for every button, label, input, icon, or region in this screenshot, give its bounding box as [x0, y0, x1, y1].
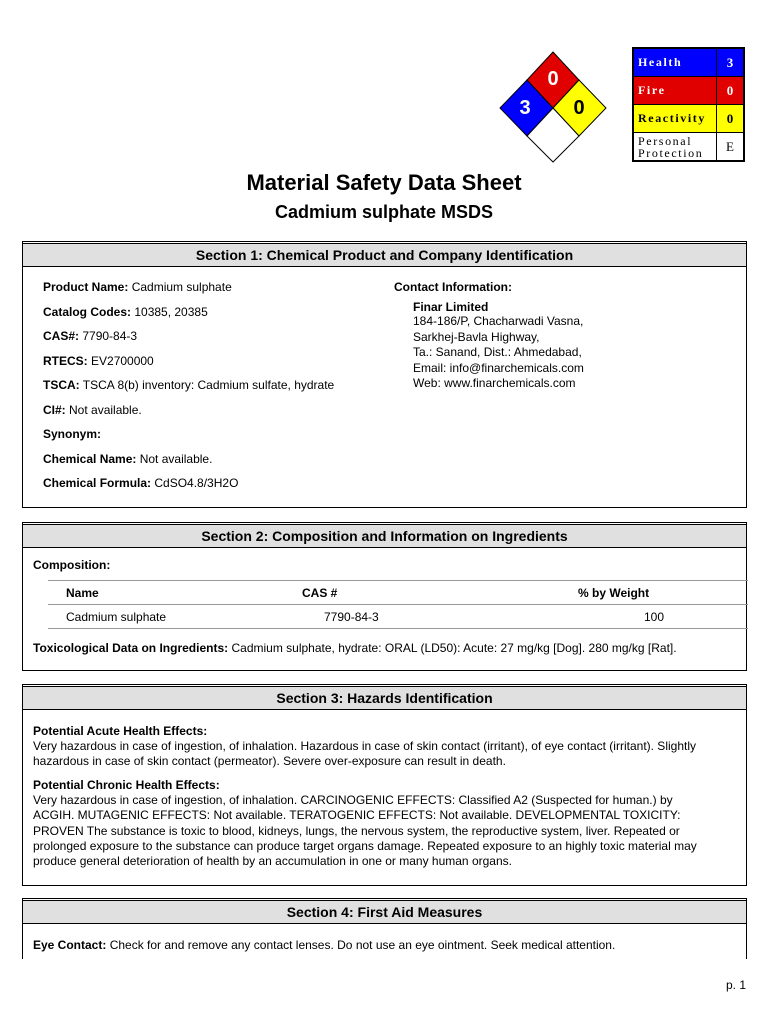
- text-line: ACGIH. MUTAGENIC EFFECTS: Not available. TERATOGENIC EFFECTS: Not available. DEVELOPMENTAL TOXICITY:: [33, 808, 681, 823]
- nfpa-diamond: [498, 50, 608, 164]
- hazard-label: Fire: [633, 77, 717, 105]
- chronic-health-effects: [33, 778, 733, 869]
- column-header: % by Weight: [560, 581, 748, 605]
- hazard-label-line2: Protection: [638, 145, 704, 160]
- field-value: Cadmium sulphate: [128, 280, 232, 294]
- text-line: prolonged exposure to the substance can produce target organs damage. Repeated exposure to an highly toxic material may: [33, 838, 697, 853]
- field-value: CdSO4.8/3H2O: [151, 476, 239, 490]
- field-value: TSCA 8(b) inventory: Cadmium sulfate, hydrate: [79, 378, 335, 392]
- text-line: produce general deterioration of health by an accumulation in one or many human organs.: [33, 854, 512, 869]
- acute-label: Potential Acute Health Effects:: [33, 724, 208, 738]
- contact-information: [394, 280, 584, 392]
- field-label: Catalog Codes:: [43, 304, 132, 319]
- nfpa-health-value: 3: [519, 97, 531, 119]
- hazard-label: [633, 133, 717, 162]
- field-synonym: [43, 427, 334, 452]
- hazard-value: 0: [717, 77, 745, 105]
- field-product-name: [43, 280, 334, 305]
- section-2: [22, 522, 747, 671]
- contact-label: Contact Information:: [394, 280, 512, 294]
- table-header-row: [48, 581, 748, 605]
- section-header: Section 4: First Aid Measures: [23, 900, 746, 924]
- contact-email: Email: info@finarchemicals.com: [413, 360, 584, 375]
- text-line: Very hazardous in case of ingestion, of inhalation. Hazardous in case of skin contact (irritant), of eye contact (irritant). Slightly: [33, 739, 696, 754]
- acute-health-effects: [33, 724, 733, 770]
- field-ci: [43, 403, 334, 428]
- field-label: CI#:: [43, 402, 66, 417]
- hazard-value: 3: [717, 48, 745, 77]
- hazard-row-health: [633, 48, 744, 77]
- field-label: Product Name:: [43, 280, 129, 294]
- field-cas: [43, 329, 334, 354]
- contact-line: 184-186/P, Chacharwadi Vasna,: [413, 314, 584, 328]
- hazard-value: E: [717, 133, 745, 162]
- hazard-row-reactivity: [633, 105, 744, 133]
- field-value: Not available.: [65, 402, 142, 417]
- section-4: [22, 898, 747, 959]
- field-rtecs: [43, 354, 334, 379]
- field-value: EV2700000: [87, 353, 154, 368]
- document-title: Material Safety Data Sheet: [246, 170, 522, 195]
- composition-label: Composition:: [33, 558, 111, 572]
- company-name: Finar Limited: [413, 300, 489, 314]
- field-value: Not available.: [136, 451, 213, 466]
- table-row: [48, 605, 748, 629]
- field-value: 7790-84-3: [79, 329, 138, 343]
- hazard-label: Reactivity: [633, 105, 717, 133]
- table-cell: 100: [560, 605, 748, 629]
- document-subtitle: Cadmium sulphate MSDS: [274, 202, 494, 222]
- text-line: Very hazardous in case of ingestion, of inhalation. CARCINOGENIC EFFECTS: Classified A2 (Suspected for human.) by: [33, 793, 673, 808]
- eye-contact: [33, 938, 743, 952]
- field-catalog-codes: [43, 305, 334, 330]
- field-tsca: [43, 378, 334, 403]
- eye-contact-value: Check for and remove any contact lenses. Do not use an eye ointment. Seek medical attention.: [106, 938, 616, 952]
- page-number: p. 1: [725, 978, 746, 992]
- column-header: CAS #: [284, 581, 560, 605]
- tox-label: Toxicological Data on Ingredients:: [33, 641, 229, 655]
- field-label: CAS#:: [43, 329, 80, 343]
- section-3: [22, 684, 747, 886]
- hazard-label-line1: Personal: [638, 133, 693, 148]
- field-chemical-formula: [43, 476, 334, 501]
- field-label: Chemical Formula:: [43, 476, 152, 490]
- composition-table: [48, 580, 748, 629]
- hazard-row-fire: [633, 77, 744, 105]
- hazard-label: Health: [633, 48, 717, 77]
- contact-line: Sarkhej-Bavla Highway,: [413, 329, 540, 344]
- table-cell: 7790-84-3: [284, 605, 560, 629]
- field-label: RTECS:: [43, 353, 88, 368]
- contact-line: Ta.: Sanand, Dist.: Ahmedabad,: [413, 345, 582, 360]
- hazard-row-personal-protection: [633, 133, 744, 162]
- toxicological-data: [33, 641, 743, 655]
- field-chemical-name: [43, 452, 334, 477]
- table-cell: Cadmium sulphate: [48, 605, 284, 629]
- tox-value: Cadmium sulphate, hydrate: ORAL (LD50): Acute: 27 mg/kg [Dog]. 280 mg/kg [Rat].: [228, 641, 677, 655]
- hazard-rating-table: [632, 47, 745, 162]
- section-header: Section 2: Composition and Information on Ingredients: [23, 524, 746, 548]
- chronic-label: Potential Chronic Health Effects:: [33, 778, 220, 792]
- text-line: hazardous in case of skin contact (permeator). Severe over-exposure can result in death.: [33, 754, 506, 769]
- product-fields: [43, 280, 334, 501]
- hazard-value: 0: [717, 105, 745, 133]
- field-label: Synonym:: [43, 427, 102, 441]
- nfpa-fire-value: 0: [547, 68, 559, 90]
- section-1: [22, 241, 747, 508]
- nfpa-reactivity-value: 0: [573, 97, 585, 119]
- section-header: Section 1: Chemical Product and Company Identification: [23, 243, 746, 267]
- contact-web: Web: www.finarchemicals.com: [413, 376, 576, 391]
- section-header: Section 3: Hazards Identification: [23, 686, 746, 710]
- field-label: Chemical Name:: [43, 451, 137, 466]
- field-label: TSCA:: [43, 378, 80, 392]
- column-header: Name: [48, 581, 284, 605]
- eye-contact-label: Eye Contact:: [33, 938, 107, 952]
- text-line: PROVEN The substance is toxic to blood, kidneys, lungs, the nervous system, the reproductive system, liver. Repeated or: [33, 823, 680, 838]
- field-value: 10385, 20385: [131, 304, 208, 319]
